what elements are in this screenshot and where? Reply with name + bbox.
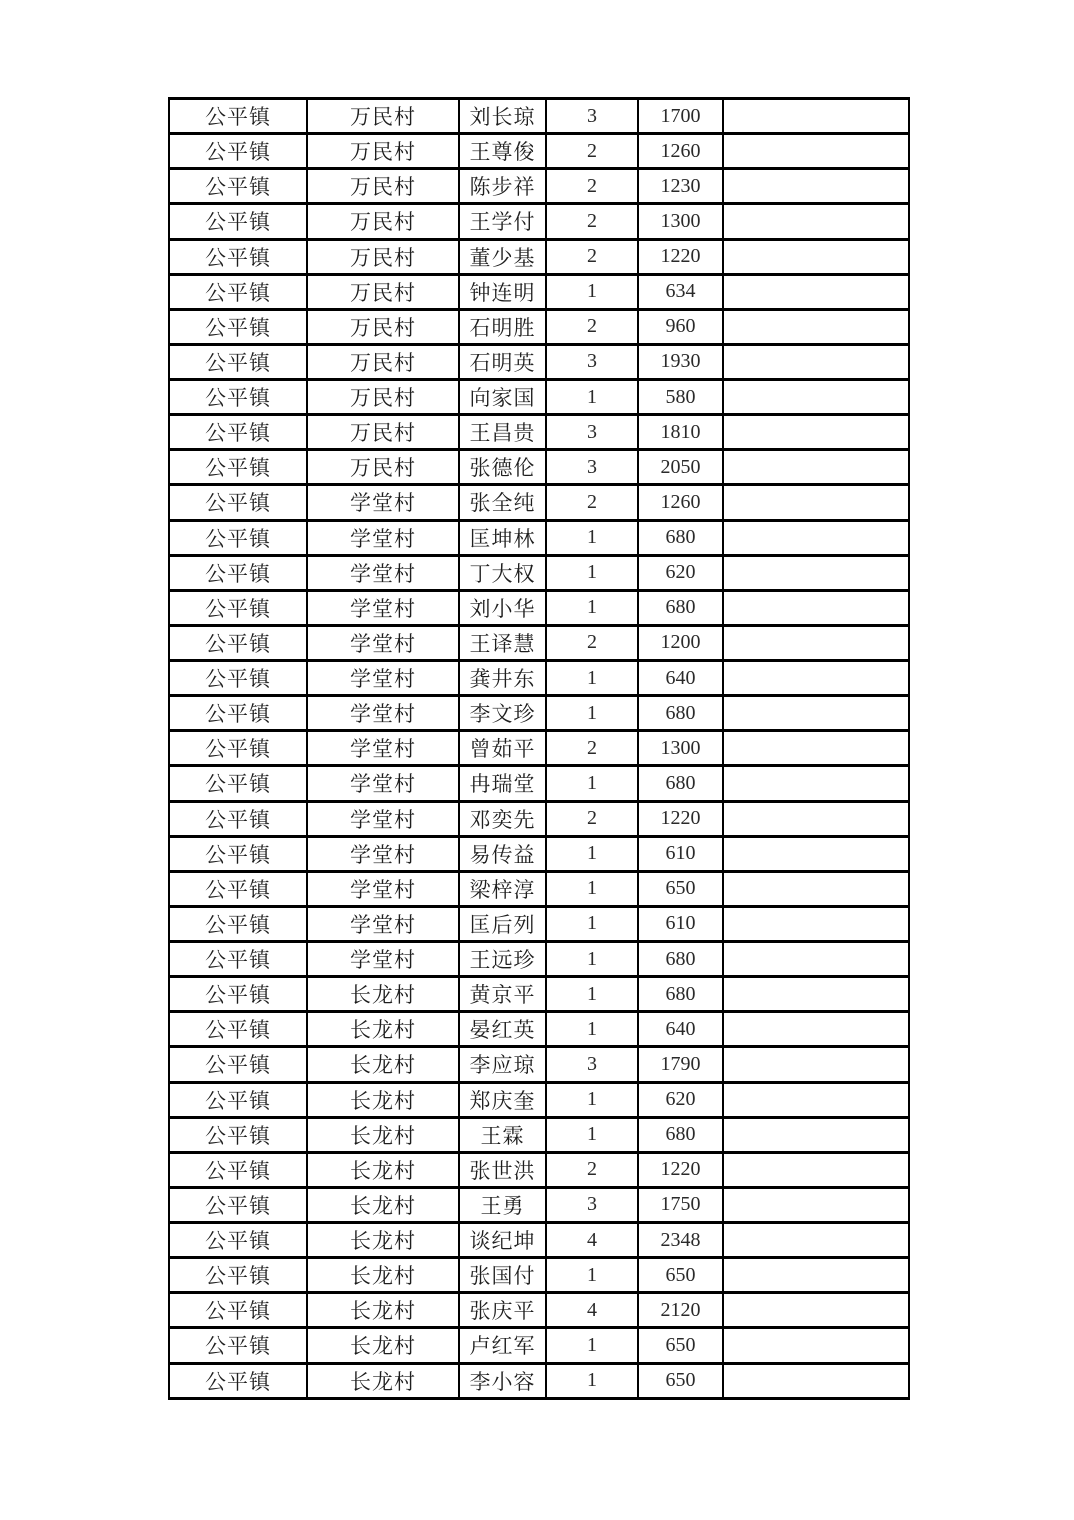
- cell-amount: 650: [638, 871, 723, 906]
- cell-person-name: 谈纪坤: [459, 1223, 546, 1258]
- cell-village: 学堂村: [307, 520, 459, 555]
- cell-note: [723, 696, 909, 731]
- cell-note: [723, 1328, 909, 1363]
- cell-person-name: 张世洪: [459, 1152, 546, 1187]
- cell-person-name: 王霖: [459, 1117, 546, 1152]
- cell-amount: 1930: [638, 344, 723, 379]
- cell-person-name: 石明胜: [459, 309, 546, 344]
- cell-town: 公平镇: [169, 450, 307, 485]
- cell-person-name: 曾茹平: [459, 731, 546, 766]
- cell-amount: 1220: [638, 801, 723, 836]
- cell-person-name: 向家国: [459, 380, 546, 415]
- cell-village: 万民村: [307, 344, 459, 379]
- cell-count: 1: [546, 274, 638, 309]
- table-row: [169, 309, 909, 344]
- cell-count: 2: [546, 309, 638, 344]
- cell-count: 1: [546, 906, 638, 941]
- cell-person-name: 王勇: [459, 1187, 546, 1222]
- cell-count: 4: [546, 1223, 638, 1258]
- cell-count: 1: [546, 1082, 638, 1117]
- cell-count: 2: [546, 625, 638, 660]
- cell-count: 1: [546, 1012, 638, 1047]
- cell-note: [723, 485, 909, 520]
- cell-person-name: 张国付: [459, 1258, 546, 1293]
- cell-amount: 1810: [638, 415, 723, 450]
- cell-count: 3: [546, 1187, 638, 1222]
- cell-town: 公平镇: [169, 696, 307, 731]
- cell-amount: 1750: [638, 1187, 723, 1222]
- cell-note: [723, 1012, 909, 1047]
- table-row: [169, 1012, 909, 1047]
- cell-town: 公平镇: [169, 274, 307, 309]
- cell-town: 公平镇: [169, 239, 307, 274]
- cell-town: 公平镇: [169, 836, 307, 871]
- table-row: [169, 766, 909, 801]
- cell-note: [723, 590, 909, 625]
- cell-amount: 1260: [638, 485, 723, 520]
- cell-village: 学堂村: [307, 731, 459, 766]
- table-row: [169, 696, 909, 731]
- cell-village: 学堂村: [307, 590, 459, 625]
- cell-town: 公平镇: [169, 977, 307, 1012]
- cell-note: [723, 1117, 909, 1152]
- cell-count: 1: [546, 380, 638, 415]
- table-row: [169, 977, 909, 1012]
- cell-village: 长龙村: [307, 1258, 459, 1293]
- cell-village: 学堂村: [307, 661, 459, 696]
- cell-count: 4: [546, 1293, 638, 1328]
- cell-note: [723, 1187, 909, 1222]
- cell-person-name: 郑庆奎: [459, 1082, 546, 1117]
- cell-amount: 1200: [638, 625, 723, 660]
- cell-note: [723, 731, 909, 766]
- cell-note: [723, 661, 909, 696]
- cell-village: 长龙村: [307, 977, 459, 1012]
- cell-village: 学堂村: [307, 625, 459, 660]
- cell-count: 1: [546, 836, 638, 871]
- cell-town: 公平镇: [169, 204, 307, 239]
- cell-count: 1: [546, 661, 638, 696]
- table-row: [169, 555, 909, 590]
- cell-count: 1: [546, 590, 638, 625]
- cell-note: [723, 239, 909, 274]
- table-row: [169, 1258, 909, 1293]
- cell-person-name: 丁大权: [459, 555, 546, 590]
- cell-person-name: 易传益: [459, 836, 546, 871]
- table-row: [169, 906, 909, 941]
- cell-amount: 650: [638, 1258, 723, 1293]
- cell-amount: 680: [638, 520, 723, 555]
- cell-count: 2: [546, 134, 638, 169]
- cell-note: [723, 977, 909, 1012]
- cell-count: 1: [546, 1117, 638, 1152]
- cell-village: 长龙村: [307, 1223, 459, 1258]
- cell-count: 1: [546, 942, 638, 977]
- cell-village: 学堂村: [307, 942, 459, 977]
- cell-amount: 2120: [638, 1293, 723, 1328]
- cell-amount: 960: [638, 309, 723, 344]
- cell-note: [723, 450, 909, 485]
- cell-note: [723, 134, 909, 169]
- cell-amount: 1220: [638, 239, 723, 274]
- cell-count: 1: [546, 1328, 638, 1363]
- cell-note: [723, 1152, 909, 1187]
- cell-village: 长龙村: [307, 1187, 459, 1222]
- cell-village: 学堂村: [307, 836, 459, 871]
- cell-amount: 620: [638, 1082, 723, 1117]
- cell-village: 学堂村: [307, 801, 459, 836]
- cell-count: 1: [546, 871, 638, 906]
- cell-town: 公平镇: [169, 169, 307, 204]
- cell-village: 长龙村: [307, 1363, 459, 1399]
- cell-amount: 610: [638, 906, 723, 941]
- cell-note: [723, 906, 909, 941]
- cell-village: 学堂村: [307, 906, 459, 941]
- cell-amount: 580: [638, 380, 723, 415]
- table-row: [169, 942, 909, 977]
- cell-note: [723, 1293, 909, 1328]
- cell-village: 长龙村: [307, 1117, 459, 1152]
- cell-village: 长龙村: [307, 1293, 459, 1328]
- table-row: [169, 1117, 909, 1152]
- cell-village: 长龙村: [307, 1047, 459, 1082]
- cell-person-name: 晏红英: [459, 1012, 546, 1047]
- cell-town: 公平镇: [169, 1328, 307, 1363]
- cell-town: 公平镇: [169, 344, 307, 379]
- roster-table: [168, 97, 910, 1400]
- cell-village: 万民村: [307, 450, 459, 485]
- table-row: [169, 1363, 909, 1399]
- cell-count: 3: [546, 415, 638, 450]
- cell-count: 2: [546, 169, 638, 204]
- cell-count: 1: [546, 1258, 638, 1293]
- cell-person-name: 王学付: [459, 204, 546, 239]
- cell-town: 公平镇: [169, 380, 307, 415]
- table-row: [169, 1187, 909, 1222]
- cell-town: 公平镇: [169, 1047, 307, 1082]
- table-row: [169, 415, 909, 450]
- cell-person-name: 卢红军: [459, 1328, 546, 1363]
- cell-amount: 650: [638, 1363, 723, 1399]
- cell-note: [723, 1223, 909, 1258]
- cell-village: 学堂村: [307, 485, 459, 520]
- cell-amount: 1300: [638, 731, 723, 766]
- cell-village: 万民村: [307, 274, 459, 309]
- cell-count: 3: [546, 450, 638, 485]
- cell-count: 2: [546, 239, 638, 274]
- cell-count: 2: [546, 485, 638, 520]
- cell-town: 公平镇: [169, 590, 307, 625]
- cell-amount: 620: [638, 555, 723, 590]
- cell-village: 学堂村: [307, 871, 459, 906]
- cell-person-name: 董少基: [459, 239, 546, 274]
- cell-count: 2: [546, 801, 638, 836]
- table-row: [169, 871, 909, 906]
- cell-town: 公平镇: [169, 1117, 307, 1152]
- cell-person-name: 李文珍: [459, 696, 546, 731]
- cell-note: [723, 1258, 909, 1293]
- cell-village: 万民村: [307, 99, 459, 134]
- cell-town: 公平镇: [169, 1012, 307, 1047]
- cell-amount: 1230: [638, 169, 723, 204]
- cell-town: 公平镇: [169, 661, 307, 696]
- cell-count: 1: [546, 555, 638, 590]
- cell-person-name: 匡坤林: [459, 520, 546, 555]
- cell-note: [723, 309, 909, 344]
- cell-village: 万民村: [307, 309, 459, 344]
- table-row: [169, 1223, 909, 1258]
- cell-town: 公平镇: [169, 1152, 307, 1187]
- cell-village: 万民村: [307, 239, 459, 274]
- cell-person-name: 刘长琼: [459, 99, 546, 134]
- cell-note: [723, 380, 909, 415]
- cell-person-name: 王昌贵: [459, 415, 546, 450]
- table-row: [169, 380, 909, 415]
- cell-person-name: 黄京平: [459, 977, 546, 1012]
- cell-amount: 2348: [638, 1223, 723, 1258]
- cell-amount: 640: [638, 1012, 723, 1047]
- cell-town: 公平镇: [169, 766, 307, 801]
- cell-note: [723, 415, 909, 450]
- table-row: [169, 731, 909, 766]
- cell-amount: 1700: [638, 99, 723, 134]
- cell-town: 公平镇: [169, 485, 307, 520]
- cell-count: 3: [546, 1047, 638, 1082]
- cell-town: 公平镇: [169, 1363, 307, 1399]
- table-row: [169, 1293, 909, 1328]
- cell-note: [723, 836, 909, 871]
- cell-note: [723, 344, 909, 379]
- cell-count: 2: [546, 1152, 638, 1187]
- cell-note: [723, 555, 909, 590]
- cell-note: [723, 169, 909, 204]
- cell-village: 长龙村: [307, 1152, 459, 1187]
- cell-count: 3: [546, 99, 638, 134]
- cell-amount: 1260: [638, 134, 723, 169]
- cell-amount: 610: [638, 836, 723, 871]
- cell-person-name: 钟连明: [459, 274, 546, 309]
- cell-person-name: 李小容: [459, 1363, 546, 1399]
- table-row: [169, 485, 909, 520]
- cell-amount: 650: [638, 1328, 723, 1363]
- cell-note: [723, 1363, 909, 1399]
- cell-town: 公平镇: [169, 555, 307, 590]
- cell-town: 公平镇: [169, 1082, 307, 1117]
- cell-person-name: 王远珍: [459, 942, 546, 977]
- cell-person-name: 李应琼: [459, 1047, 546, 1082]
- cell-note: [723, 1047, 909, 1082]
- table-row: [169, 836, 909, 871]
- table-row: [169, 1047, 909, 1082]
- cell-note: [723, 99, 909, 134]
- cell-amount: 680: [638, 766, 723, 801]
- table-row: [169, 99, 909, 134]
- cell-amount: 680: [638, 977, 723, 1012]
- cell-person-name: 龚井东: [459, 661, 546, 696]
- cell-amount: 680: [638, 590, 723, 625]
- cell-village: 万民村: [307, 204, 459, 239]
- cell-town: 公平镇: [169, 309, 307, 344]
- table-row: [169, 239, 909, 274]
- cell-person-name: 石明英: [459, 344, 546, 379]
- cell-village: 万民村: [307, 134, 459, 169]
- table-row: [169, 661, 909, 696]
- cell-amount: 640: [638, 661, 723, 696]
- cell-town: 公平镇: [169, 906, 307, 941]
- cell-count: 1: [546, 520, 638, 555]
- cell-amount: 680: [638, 1117, 723, 1152]
- table-row: [169, 134, 909, 169]
- cell-note: [723, 766, 909, 801]
- cell-amount: 680: [638, 696, 723, 731]
- cell-count: 3: [546, 344, 638, 379]
- cell-village: 学堂村: [307, 696, 459, 731]
- cell-village: 万民村: [307, 380, 459, 415]
- cell-person-name: 张全纯: [459, 485, 546, 520]
- table-row: [169, 1082, 909, 1117]
- cell-town: 公平镇: [169, 871, 307, 906]
- cell-person-name: 陈步祥: [459, 169, 546, 204]
- table-row: [169, 169, 909, 204]
- table-row: [169, 801, 909, 836]
- cell-village: 学堂村: [307, 766, 459, 801]
- cell-town: 公平镇: [169, 134, 307, 169]
- cell-count: 1: [546, 1363, 638, 1399]
- cell-person-name: 张庆平: [459, 1293, 546, 1328]
- cell-count: 2: [546, 731, 638, 766]
- table-body: [169, 99, 909, 1399]
- cell-town: 公平镇: [169, 1187, 307, 1222]
- cell-note: [723, 274, 909, 309]
- cell-amount: 680: [638, 942, 723, 977]
- cell-note: [723, 801, 909, 836]
- cell-note: [723, 520, 909, 555]
- cell-person-name: 张德伦: [459, 450, 546, 485]
- cell-note: [723, 871, 909, 906]
- cell-town: 公平镇: [169, 99, 307, 134]
- cell-amount: 1220: [638, 1152, 723, 1187]
- cell-town: 公平镇: [169, 1293, 307, 1328]
- table-row: [169, 344, 909, 379]
- cell-village: 长龙村: [307, 1012, 459, 1047]
- cell-amount: 1790: [638, 1047, 723, 1082]
- cell-person-name: 王译慧: [459, 625, 546, 660]
- cell-note: [723, 625, 909, 660]
- cell-village: 万民村: [307, 169, 459, 204]
- cell-person-name: 王尊俊: [459, 134, 546, 169]
- table-row: [169, 1152, 909, 1187]
- cell-note: [723, 1082, 909, 1117]
- cell-town: 公平镇: [169, 942, 307, 977]
- cell-note: [723, 942, 909, 977]
- cell-count: 1: [546, 696, 638, 731]
- cell-amount: 634: [638, 274, 723, 309]
- table-row: [169, 450, 909, 485]
- cell-amount: 2050: [638, 450, 723, 485]
- cell-person-name: 冉瑞堂: [459, 766, 546, 801]
- cell-town: 公平镇: [169, 1258, 307, 1293]
- cell-person-name: 刘小华: [459, 590, 546, 625]
- cell-village: 万民村: [307, 415, 459, 450]
- cell-town: 公平镇: [169, 520, 307, 555]
- table-row: [169, 204, 909, 239]
- cell-note: [723, 204, 909, 239]
- table-row: [169, 625, 909, 660]
- table-row: [169, 520, 909, 555]
- table-row: [169, 274, 909, 309]
- table-row: [169, 590, 909, 625]
- cell-town: 公平镇: [169, 625, 307, 660]
- table-row: [169, 1328, 909, 1363]
- cell-person-name: 梁梓淳: [459, 871, 546, 906]
- cell-village: 学堂村: [307, 555, 459, 590]
- cell-person-name: 匡后列: [459, 906, 546, 941]
- cell-count: 1: [546, 766, 638, 801]
- cell-person-name: 邓奕先: [459, 801, 546, 836]
- cell-count: 1: [546, 977, 638, 1012]
- cell-village: 长龙村: [307, 1328, 459, 1363]
- cell-town: 公平镇: [169, 731, 307, 766]
- cell-amount: 1300: [638, 204, 723, 239]
- cell-town: 公平镇: [169, 1223, 307, 1258]
- cell-town: 公平镇: [169, 801, 307, 836]
- cell-count: 2: [546, 204, 638, 239]
- cell-town: 公平镇: [169, 415, 307, 450]
- cell-village: 长龙村: [307, 1082, 459, 1117]
